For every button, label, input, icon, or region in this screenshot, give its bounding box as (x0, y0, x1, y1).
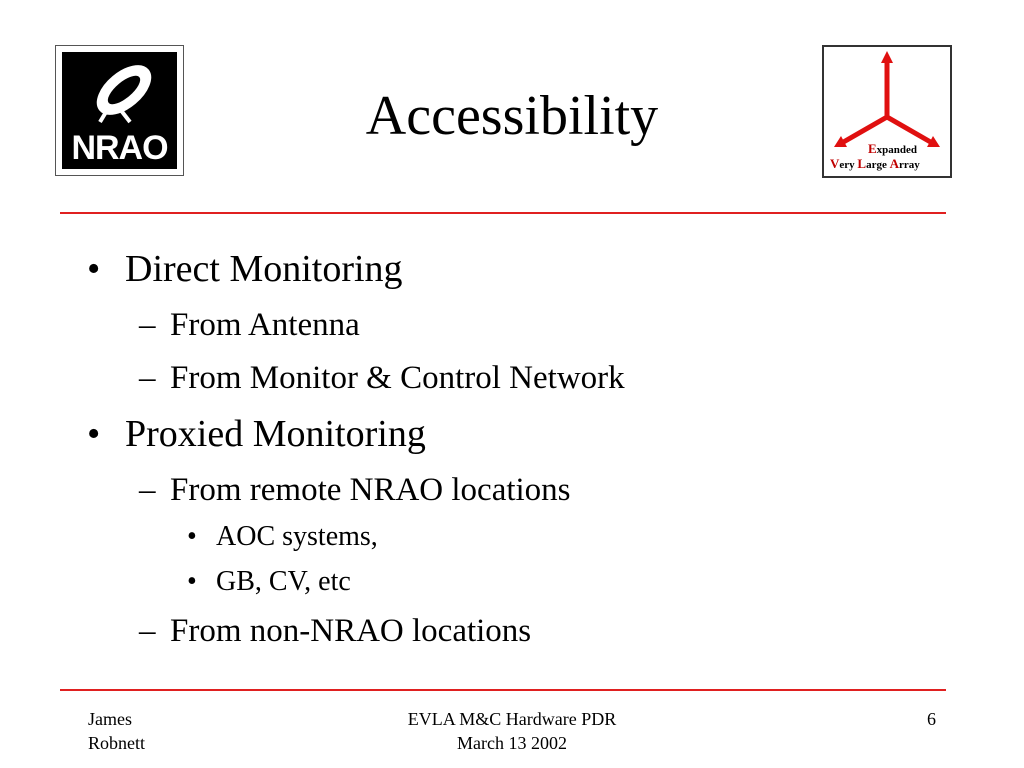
dash-marker: – (139, 472, 156, 508)
bullet-marker: • (87, 248, 101, 290)
dash-marker: – (139, 307, 156, 343)
bullet-text: From remote NRAO locations (170, 472, 571, 508)
bullet-marker: • (87, 413, 101, 455)
bullet-marker: • (187, 566, 197, 597)
evla-logo-line1: Expanded (868, 141, 918, 156)
list-item (87, 248, 403, 290)
bullet-text: Direct Monitoring (125, 248, 403, 290)
bullet-text: From Antenna (170, 307, 360, 343)
footer-author (88, 707, 145, 755)
footer-center-line1: EVLA M&C Hardware PDR (407, 709, 617, 729)
bullet-text: From non-NRAO locations (170, 613, 532, 649)
evla-logo-line2: Very Large Array (830, 156, 920, 171)
bullet-text: From Monitor & Control Network (170, 360, 625, 396)
footer-author-line1: James (88, 709, 132, 729)
footer-center (362, 707, 662, 755)
list-item (187, 521, 378, 552)
list-item (139, 472, 571, 508)
dash-marker: – (139, 613, 156, 649)
bullet-text: AOC systems, (216, 521, 378, 552)
footer-author-line2: Robnett (88, 733, 145, 753)
list-item (139, 360, 625, 396)
bullet-marker: • (187, 521, 197, 552)
list-item (187, 566, 351, 597)
bottom-divider (60, 689, 946, 691)
bullet-text: GB, CV, etc (216, 566, 351, 597)
dash-marker: – (139, 360, 156, 396)
page-title: Accessibility (365, 85, 659, 147)
page-number: 6 (927, 709, 936, 729)
nrao-wordmark: NRAO (71, 129, 168, 167)
bullet-text: Proxied Monitoring (125, 413, 426, 455)
list-item (87, 413, 426, 455)
footer-center-line2: March 13 2002 (457, 733, 567, 753)
list-item (139, 307, 360, 343)
list-item (139, 613, 532, 649)
